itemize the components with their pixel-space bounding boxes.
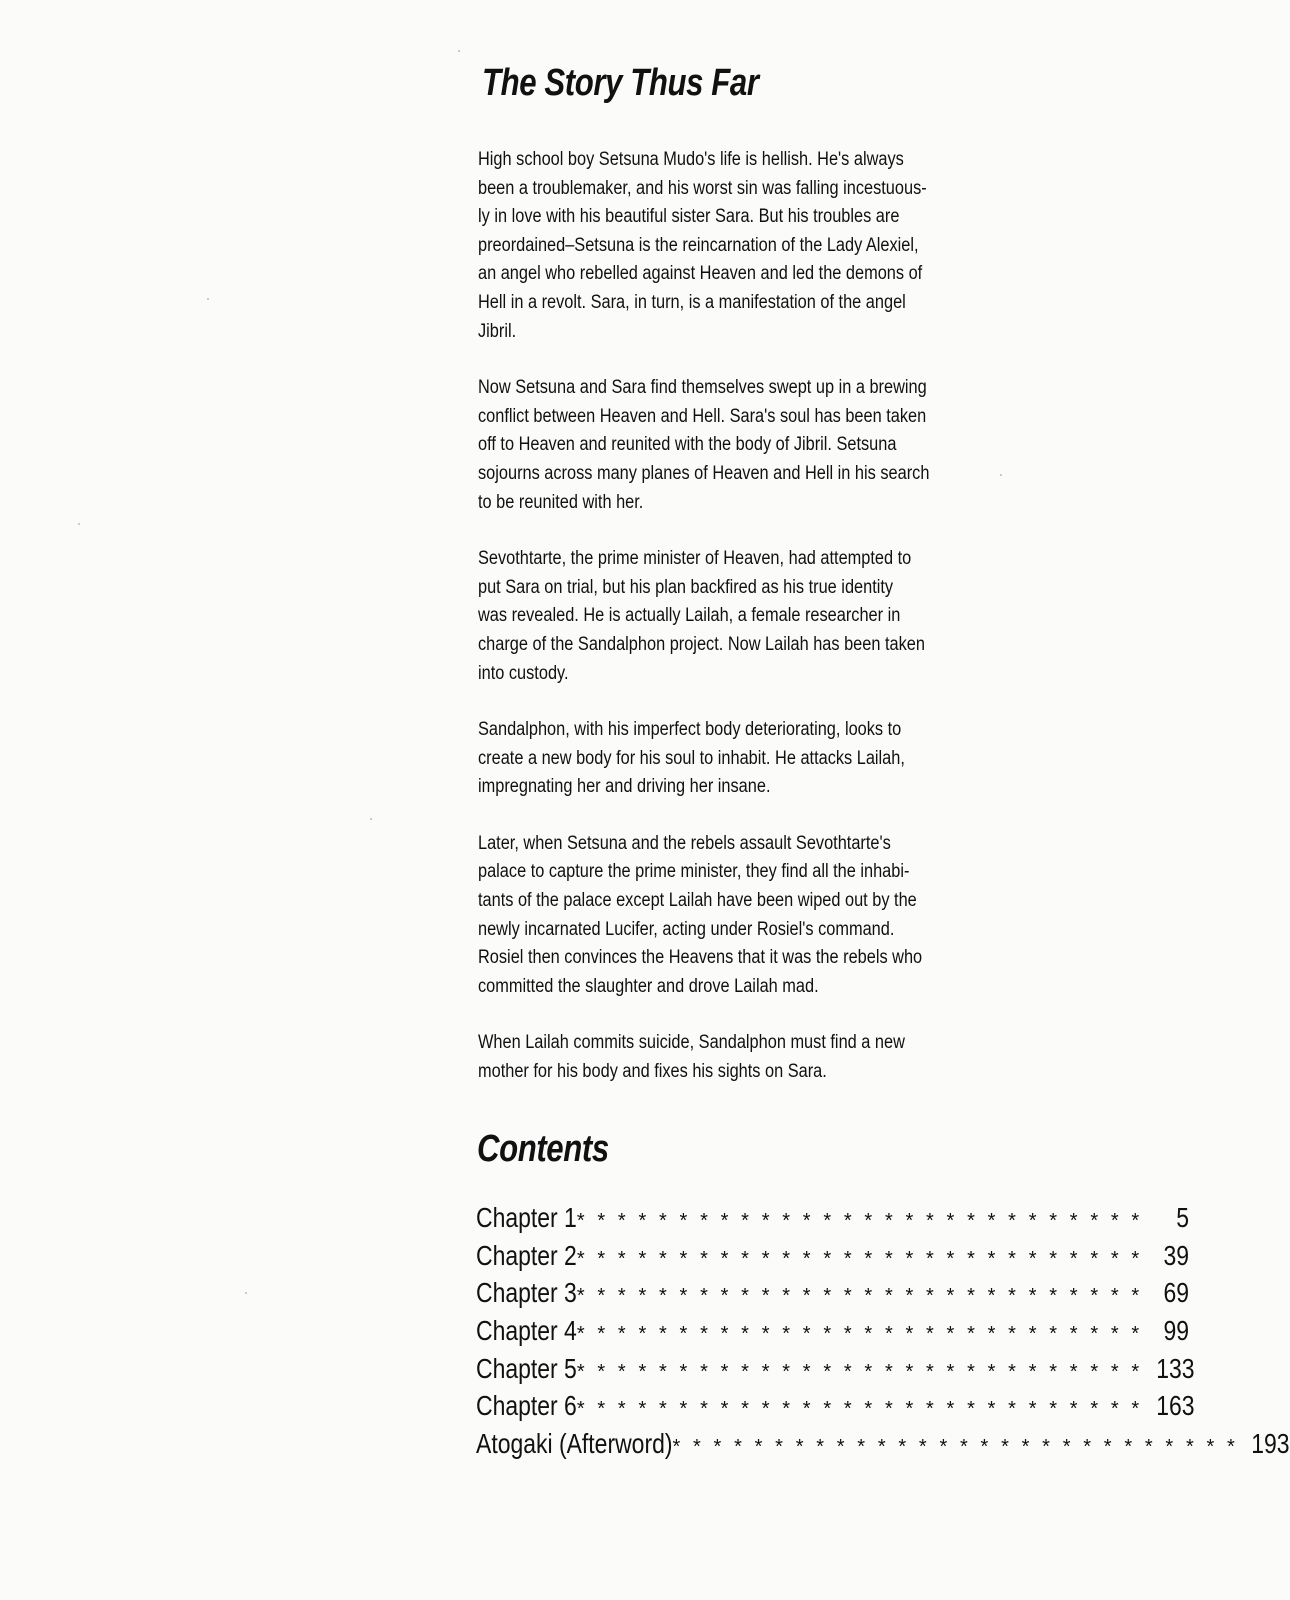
text-line: Sevothtarte, the prime minister of Heaven, had attempted to xyxy=(478,548,912,570)
toc-leader: * * * * * * * * * * * * * * * * * * * * * * * * * * * * xyxy=(576,1247,1143,1270)
text-line: Now Setsuna and Sara find themselves swept up in a brewing xyxy=(478,377,927,399)
toc-entry xyxy=(476,1428,1290,1466)
toc-entry-label: Chapter 2 xyxy=(476,1239,577,1271)
story-paragraph xyxy=(478,1029,1078,1086)
text-line: tants of the palace except Lailah have been wiped out by the xyxy=(478,890,917,912)
toc-leader: * * * * * * * * * * * * * * * * * * * * * * * * * * * * xyxy=(576,1360,1143,1383)
table-of-contents xyxy=(476,1202,1290,1466)
toc-entry xyxy=(476,1239,1189,1278)
toc-leader: * * * * * * * * * * * * * * * * * * * * * * * * * * * * xyxy=(576,1210,1143,1232)
toc-entry-page: 69 xyxy=(1163,1277,1189,1309)
text-line: palace to capture the prime minister, they find all the inhabi- xyxy=(478,861,910,883)
text-line: Hell in a revolt. Sara, in turn, is a manifestation of the angel xyxy=(478,291,906,313)
toc-entry-label: Chapter 1 xyxy=(476,1202,577,1233)
text-line: sojourns across many planes of Heaven and Hell in his search xyxy=(478,462,930,484)
story-paragraph xyxy=(478,146,1078,346)
toc-leader: * * * * * * * * * * * * * * * * * * * * * * * * * * * * xyxy=(672,1436,1239,1459)
toc-entry xyxy=(476,1315,1189,1353)
toc-leader: * * * * * * * * * * * * * * * * * * * * * * * * * * * * xyxy=(576,1398,1143,1421)
toc-entry xyxy=(476,1277,1189,1315)
toc-entry-page: 133 xyxy=(1156,1352,1195,1384)
text-line: committed the slaughter and drove Lailah mad. xyxy=(478,975,819,997)
text-line: Rosiel then convinces the Heavens that it was the rebels who xyxy=(478,947,923,969)
text-line: High school boy Setsuna Mudo's life is hellish. He's always xyxy=(478,149,904,170)
toc-entry-label: Chapter 5 xyxy=(476,1352,577,1384)
toc-entry-page: 163 xyxy=(1156,1390,1195,1422)
text-line: preordained–Setsuna is the reincarnation of the Lady Alexiel, xyxy=(478,234,919,256)
text-line: conflict between Heaven and Hell. Sara's soul has been taken xyxy=(478,405,927,427)
toc-entry xyxy=(476,1352,1195,1391)
story-paragraph xyxy=(478,545,1078,688)
text-line: When Lailah commits suicide, Sandalphon must find a new xyxy=(478,1032,905,1054)
text-line: Jibril. xyxy=(478,320,517,342)
story-paragraph xyxy=(478,374,1078,517)
toc-leader: * * * * * * * * * * * * * * * * * * * * * * * * * * * * xyxy=(576,1285,1143,1308)
text-line: to be reunited with her. xyxy=(478,491,644,513)
text-line: ly in love with his beautiful sister Sara. But his troubles are xyxy=(478,206,900,228)
text-line: newly incarnated Lucifer, acting under Rosiel's command. xyxy=(478,918,895,940)
text-line: put Sara on trial, but his plan backfired as his true identity xyxy=(478,576,894,598)
toc-entry-page: 5 xyxy=(1176,1202,1189,1233)
toc-entry-label: Chapter 3 xyxy=(476,1277,577,1309)
text-line: impregnating her and driving her insane. xyxy=(478,776,771,798)
story-body xyxy=(478,146,1078,1115)
text-line: charge of the Sandalphon project. Now Lailah has been taken xyxy=(478,633,925,655)
text-line: Later, when Setsuna and the rebels assault Sevothtarte's xyxy=(478,832,891,854)
toc-entry-page: 99 xyxy=(1163,1315,1189,1347)
text-line: off to Heaven and reunited with the body of Jibril. Setsuna xyxy=(478,434,897,456)
toc-leader: * * * * * * * * * * * * * * * * * * * * * * * * * * * * xyxy=(576,1323,1143,1346)
text-line: into custody. xyxy=(478,662,569,684)
toc-entry-page: 39 xyxy=(1163,1239,1189,1271)
toc-entry-page: 193 xyxy=(1251,1428,1290,1460)
story-paragraph xyxy=(478,830,1078,1002)
toc-entry xyxy=(476,1202,1189,1240)
contents-title: Contents xyxy=(477,1128,609,1170)
story-paragraph xyxy=(478,716,1078,802)
text-line: been a troublemaker, and his worst sin was falling incestuous- xyxy=(478,177,927,199)
toc-entry-label: Chapter 6 xyxy=(476,1390,577,1422)
text-line: mother for his body and fixes his sights on Sara. xyxy=(478,1061,827,1083)
toc-entry-label: Atogaki (Afterword) xyxy=(476,1428,673,1460)
text-line: an angel who rebelled against Heaven and led the demons of xyxy=(478,263,923,285)
text-line: create a new body for his soul to inhabit. He attacks Lailah, xyxy=(478,747,905,769)
story-title: The Story Thus Far xyxy=(482,62,759,104)
text-line: Sandalphon, with his imperfect body deteriorating, looks to xyxy=(478,719,902,741)
toc-entry-label: Chapter 4 xyxy=(476,1315,577,1347)
text-line: was revealed. He is actually Lailah, a female researcher in xyxy=(478,605,901,627)
toc-entry xyxy=(476,1390,1195,1428)
